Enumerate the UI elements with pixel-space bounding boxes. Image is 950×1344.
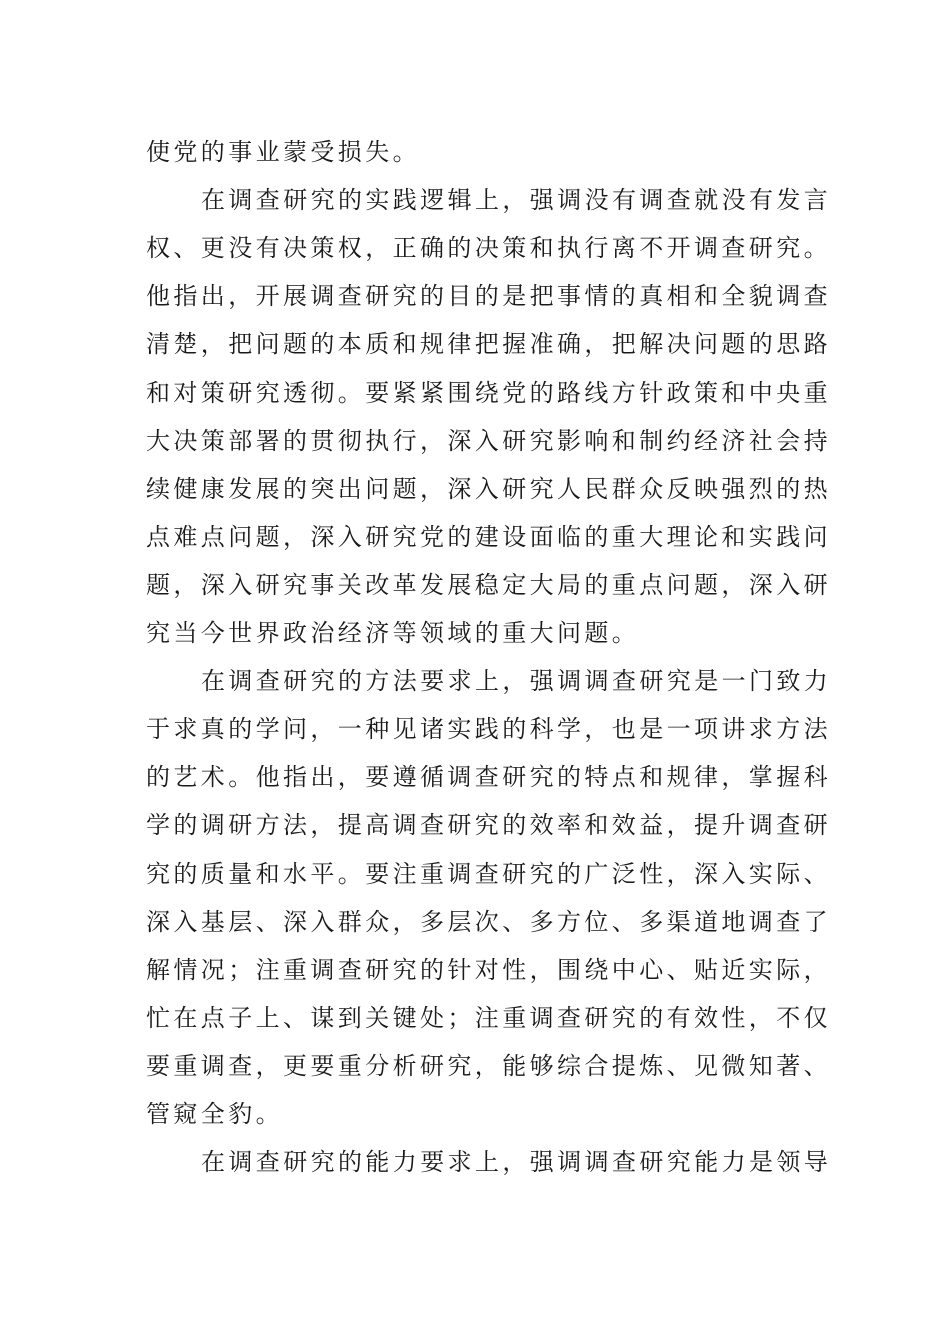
text-line: 大决策部署的贯彻执行，深入研究影响和制约经济社会持 (146, 426, 831, 455)
text-line: 究的质量和水平。要注重调查研究的广泛性，深入实际、 (146, 859, 831, 888)
text-line: 在调查研究的能力要求上，强调调查研究能力是领导 (201, 1148, 832, 1177)
text-line: 解情况；注重调查研究的针对性，围绕中心、贴近实际， (146, 955, 831, 984)
text-line: 的艺术。他指出，要遵循调查研究的特点和规律，掌握科 (146, 763, 831, 792)
text-line: 和对策研究透彻。要紧紧围绕党的路线方针政策和中央重 (146, 378, 831, 407)
text-line: 他指出，开展调查研究的目的是把事情的真相和全貌调查 (146, 282, 831, 311)
text-line: 忙在点子上、谋到关键处；注重调查研究的有效性，不仅 (146, 1003, 831, 1032)
text-line: 续健康发展的突出问题，深入研究人民群众反映强烈的热 (146, 474, 831, 503)
text-line: 深入基层、深入群众，多层次、多方位、多渠道地调查了 (146, 907, 831, 936)
text-line: 管窥全豹。 (146, 1100, 283, 1128)
text-line: 题，深入研究事关改革发展稳定大局的重点问题，深入研 (146, 570, 831, 599)
text-line: 究当今世界政治经济等领域的重大问题。 (146, 619, 640, 647)
text-line: 在调查研究的方法要求上，强调调查研究是一门致力 (201, 667, 832, 696)
text-line: 使党的事业蒙受损失。 (146, 138, 420, 166)
text-line: 权、更没有决策权，正确的决策和执行离不开调查研究。 (146, 234, 831, 263)
text-line: 于求真的学问，一种见诸实践的科学，也是一项讲求方法 (146, 715, 831, 744)
text-line: 在调查研究的实践逻辑上，强调没有调查就没有发言 (201, 186, 832, 215)
text-line: 要重调查，更要重分析研究，能够综合提炼、见微知著、 (146, 1051, 831, 1080)
text-line: 清楚，把问题的本质和规律把握准确，把解决问题的思路 (146, 330, 831, 359)
text-line: 点难点问题，深入研究党的建设面临的重大理论和实践问 (146, 522, 831, 551)
text-line: 学的调研方法，提高调查研究的效率和效益，提升调查研 (146, 811, 831, 840)
